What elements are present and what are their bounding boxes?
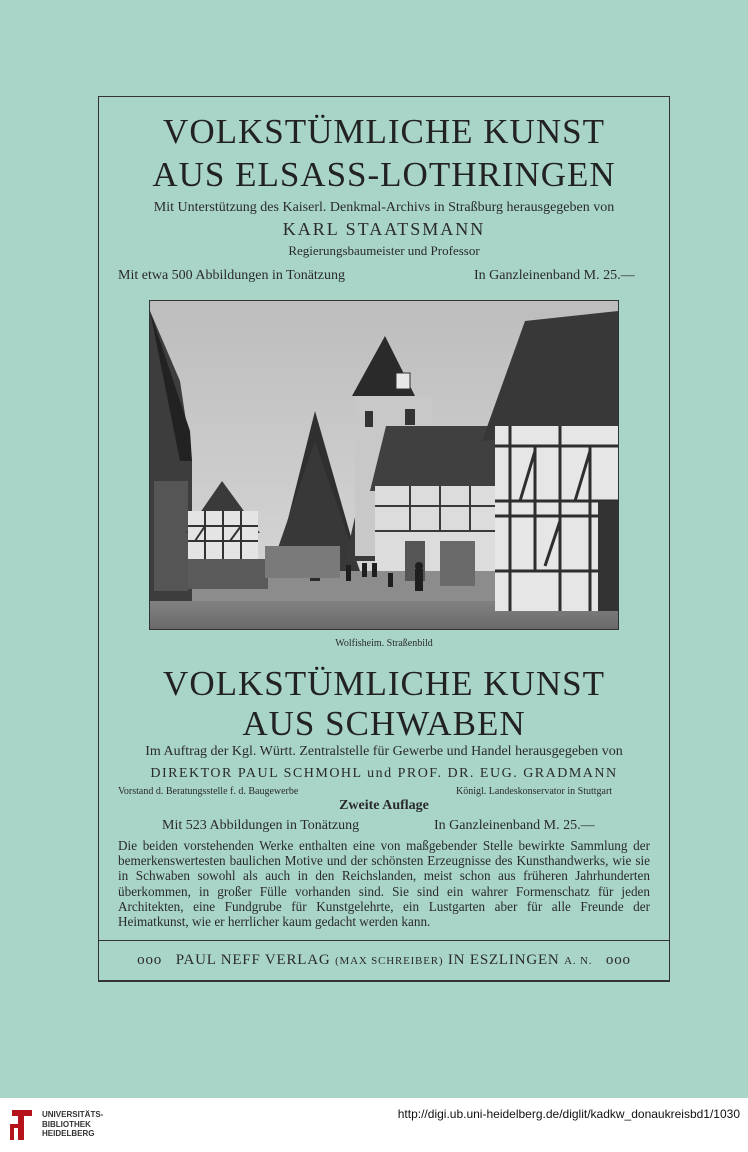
book2-authors: DIREKTOR PAUL SCHMOHL und PROF. DR. EUG. GRADMANN	[150, 766, 618, 781]
library-name	[42, 1110, 103, 1139]
permalink-url[interactable]: http://digi.ub.uni-heidelberg.de/diglit/kadkw_donaukreisbd1/1030	[397, 1107, 740, 1121]
book2-illustrations: Mit 523 Abbildungen in Tonätzung	[162, 818, 360, 833]
library-line1: UNIVERSITÄTS-	[42, 1110, 104, 1119]
book1-illustrations: Mit etwa 500 Abbildungen in Tonätzung	[118, 268, 346, 283]
book1-author: KARL STAATSMANN	[282, 219, 486, 239]
book2-title-line2: AUS SCHWABEN	[242, 704, 526, 743]
library-line3: HEIDELBERG	[42, 1129, 95, 1138]
ornament-right: ooo	[605, 952, 631, 968]
book2-edition: Zweite Auflage	[339, 798, 429, 813]
book1-title-line1: VOLKSTÜMLICHE KUNST	[163, 112, 605, 151]
book2-price: In Ganzleinenband M. 25.—	[434, 818, 595, 833]
library-line2: BIBLIOTHEK	[42, 1119, 91, 1129]
publisher-name: PAUL NEFF VERLAG	[175, 952, 331, 968]
frame-divider	[98, 940, 670, 941]
publisher-city: IN ESZLINGEN	[447, 952, 560, 968]
library-logo-icon	[8, 1106, 36, 1144]
book2-subtitle: Im Auftrag der Kgl. Württ. Zentralstelle für Gewerbe und Handel herausgegeben von	[145, 744, 623, 759]
book1-author-role: Regierungsbaumeister und Professor	[288, 243, 480, 258]
book2-role-left: Vorstand d. Beratungsstelle f. d. Baugewerbe	[118, 786, 299, 797]
book2-role-right: Königl. Landeskonservator in Stuttgart	[456, 786, 613, 797]
publisher-line	[100, 952, 668, 969]
street-photograph	[149, 300, 619, 630]
book1-subtitle: Mit Unterstützung des Kaiserl. Denkmal-Archivs in Straßburg herausgegeben von	[153, 200, 615, 215]
publisher-owner: (MAX SCHREIBER)	[335, 955, 444, 967]
publisher-river: A. N.	[564, 955, 593, 967]
photo-caption: Wolfisheim. Straßenbild	[335, 638, 433, 649]
book1-price: In Ganzleinenband M. 25.—	[474, 268, 635, 283]
book2-description: Die beiden vorstehenden Werke enthalten eine von maßgebender Stelle bewirkte Sammlung der bemerkenswertesten baulichen Motive und der schönsten Erzeugnisse des Kunsthandwerks, wie sie in Schwaben sowohl als auch in den Reichslanden, meist schon aus früheren Jahrhunderten überkommen, in großer Fülle vorhanden sind. Sie sind ein wahrer Formenschatz für jeden Architekten, eine Fundgrube für Kunstgelehrte, ein Lustgarten aber für alle Freunde der Heimatkunst, wie er herrlicher kaum gedacht werden kann.	[118, 838, 650, 930]
book1-title-line2: AUS ELSASS-LOTHRINGEN	[152, 155, 616, 194]
book2-title-line1: VOLKSTÜMLICHE KUNST	[163, 664, 605, 703]
frame-bottom-rule	[98, 980, 670, 981]
ornament-left: ooo	[137, 952, 163, 968]
